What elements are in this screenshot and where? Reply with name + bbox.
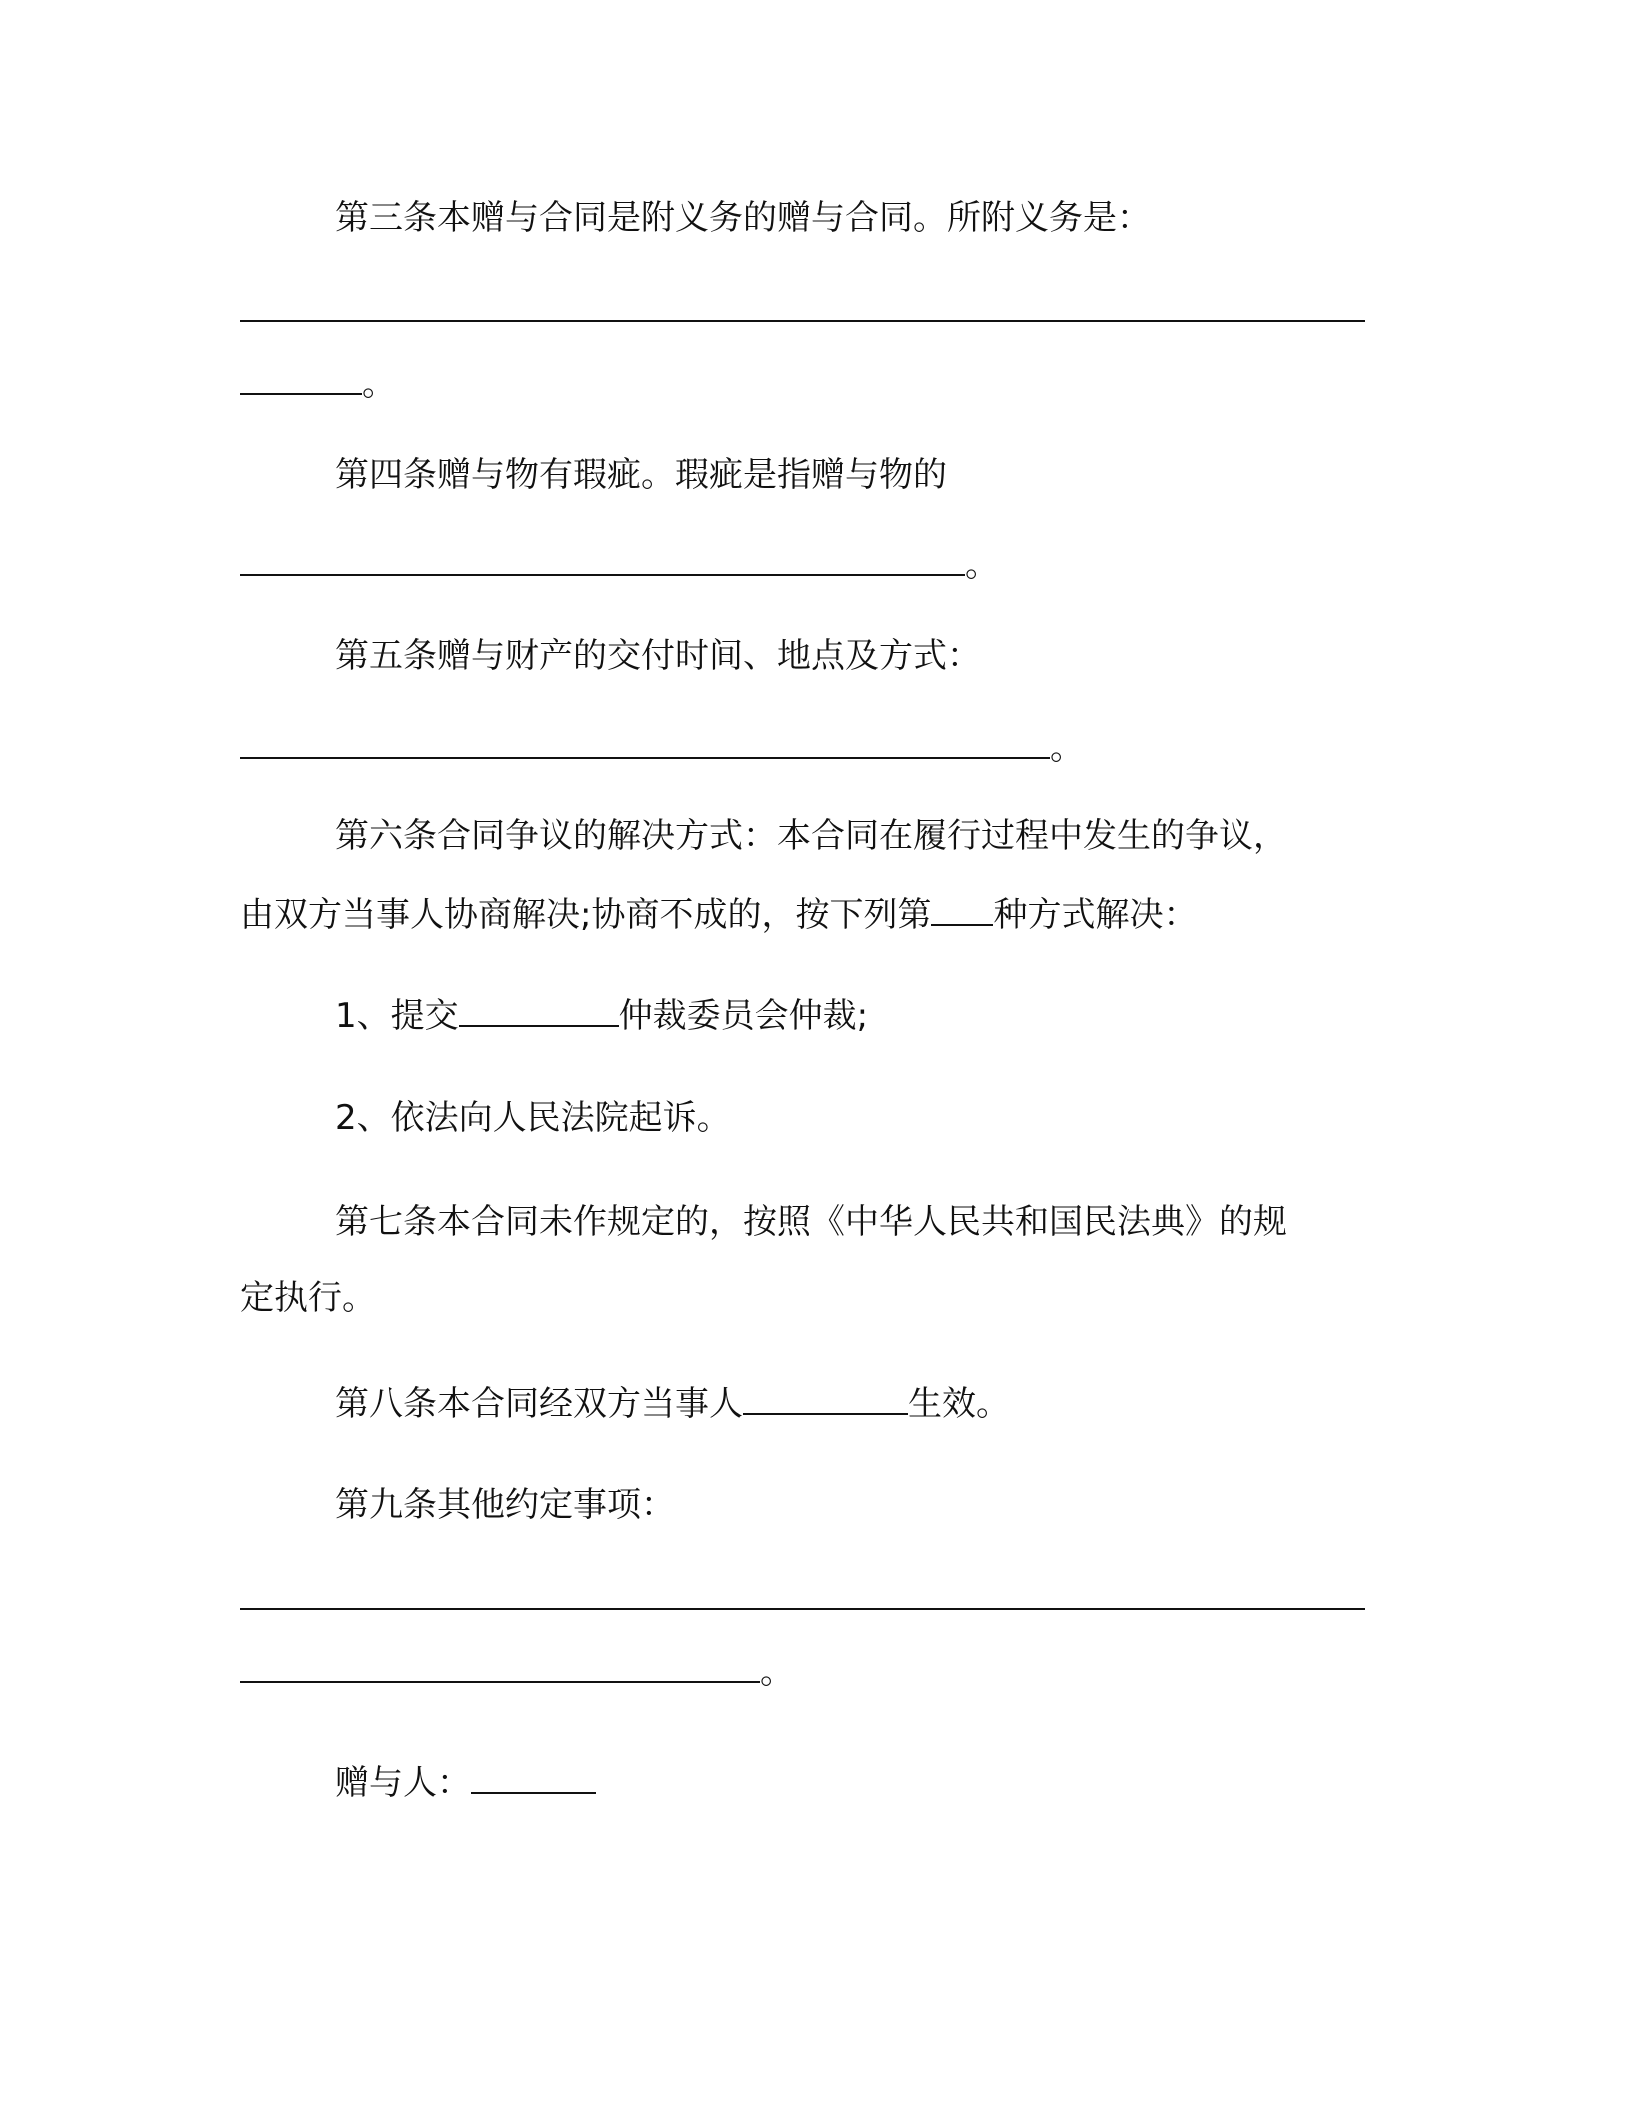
- option-1-text: 1、提交: [335, 996, 459, 1036]
- article-6-label: 第六条合同争议的解决方式：本合同在履行过程中发生的争议，: [335, 816, 1287, 856]
- article-5-blank-line: [240, 727, 1084, 768]
- fill-blank[interactable]: [240, 290, 1365, 322]
- fill-blank[interactable]: [240, 363, 362, 395]
- article-7-label: 第七条本合同未作规定的，按照《中华人民共和国民法典》的规: [335, 1202, 1287, 1242]
- article-7-line-2: [240, 1278, 376, 1318]
- period: 。: [1050, 728, 1084, 768]
- article-6-text: 由双方当事人协商解决;协商不成的，按下列第: [240, 895, 932, 935]
- option-2-text: 2、依法向人民法院起诉。: [335, 1098, 731, 1138]
- article-6-line-1: [335, 816, 1287, 856]
- article-9-text: [335, 1485, 675, 1525]
- donor-signature: [335, 1762, 596, 1803]
- period: 。: [760, 1652, 794, 1692]
- period: 。: [362, 364, 396, 404]
- article-3-blank-line-2: [240, 363, 396, 404]
- fill-blank[interactable]: [240, 544, 965, 576]
- fill-blank[interactable]: [931, 894, 993, 926]
- article-3-label: 第三条本赠与合同是附义务的赠与合同。所附义务是：: [335, 198, 1151, 238]
- article-3-text: [335, 198, 1151, 238]
- article-5-text: [335, 636, 981, 676]
- article-9-blank-line-2: [240, 1651, 794, 1692]
- article-8-label: 第八条本合同经双方当事人: [335, 1384, 743, 1424]
- article-4-label: 第四条赠与物有瑕疵。瑕疵是指赠与物的: [335, 455, 947, 495]
- article-5-label: 第五条赠与财产的交付时间、地点及方式：: [335, 636, 981, 676]
- article-6-option-1: [335, 995, 868, 1036]
- fill-blank[interactable]: [240, 1651, 760, 1683]
- fill-blank[interactable]: [240, 727, 1050, 759]
- option-1-text: 仲裁委员会仲裁;: [618, 996, 869, 1036]
- article-9-blank-line-1: [240, 1578, 1365, 1619]
- article-6-text: 种方式解决：: [993, 895, 1198, 935]
- article-7-text: 定执行。: [240, 1278, 376, 1318]
- article-3-blank-line-1: [240, 290, 1365, 331]
- article-6-line-2: [240, 894, 1197, 935]
- donor-name-blank[interactable]: [471, 1762, 596, 1794]
- article-7-line-1: [335, 1202, 1287, 1242]
- donor-label: 赠与人：: [335, 1763, 471, 1803]
- fill-blank[interactable]: [459, 995, 619, 1027]
- article-6-option-2: [335, 1098, 731, 1138]
- article-8-text: [335, 1383, 1010, 1424]
- article-8-text: 生效。: [908, 1384, 1010, 1424]
- fill-blank[interactable]: [743, 1383, 908, 1415]
- article-4-text: [335, 455, 947, 495]
- period: 。: [965, 545, 999, 585]
- article-4-blank-line: [240, 544, 999, 585]
- fill-blank[interactable]: [240, 1578, 1365, 1610]
- article-9-label: 第九条其他约定事项：: [335, 1485, 675, 1525]
